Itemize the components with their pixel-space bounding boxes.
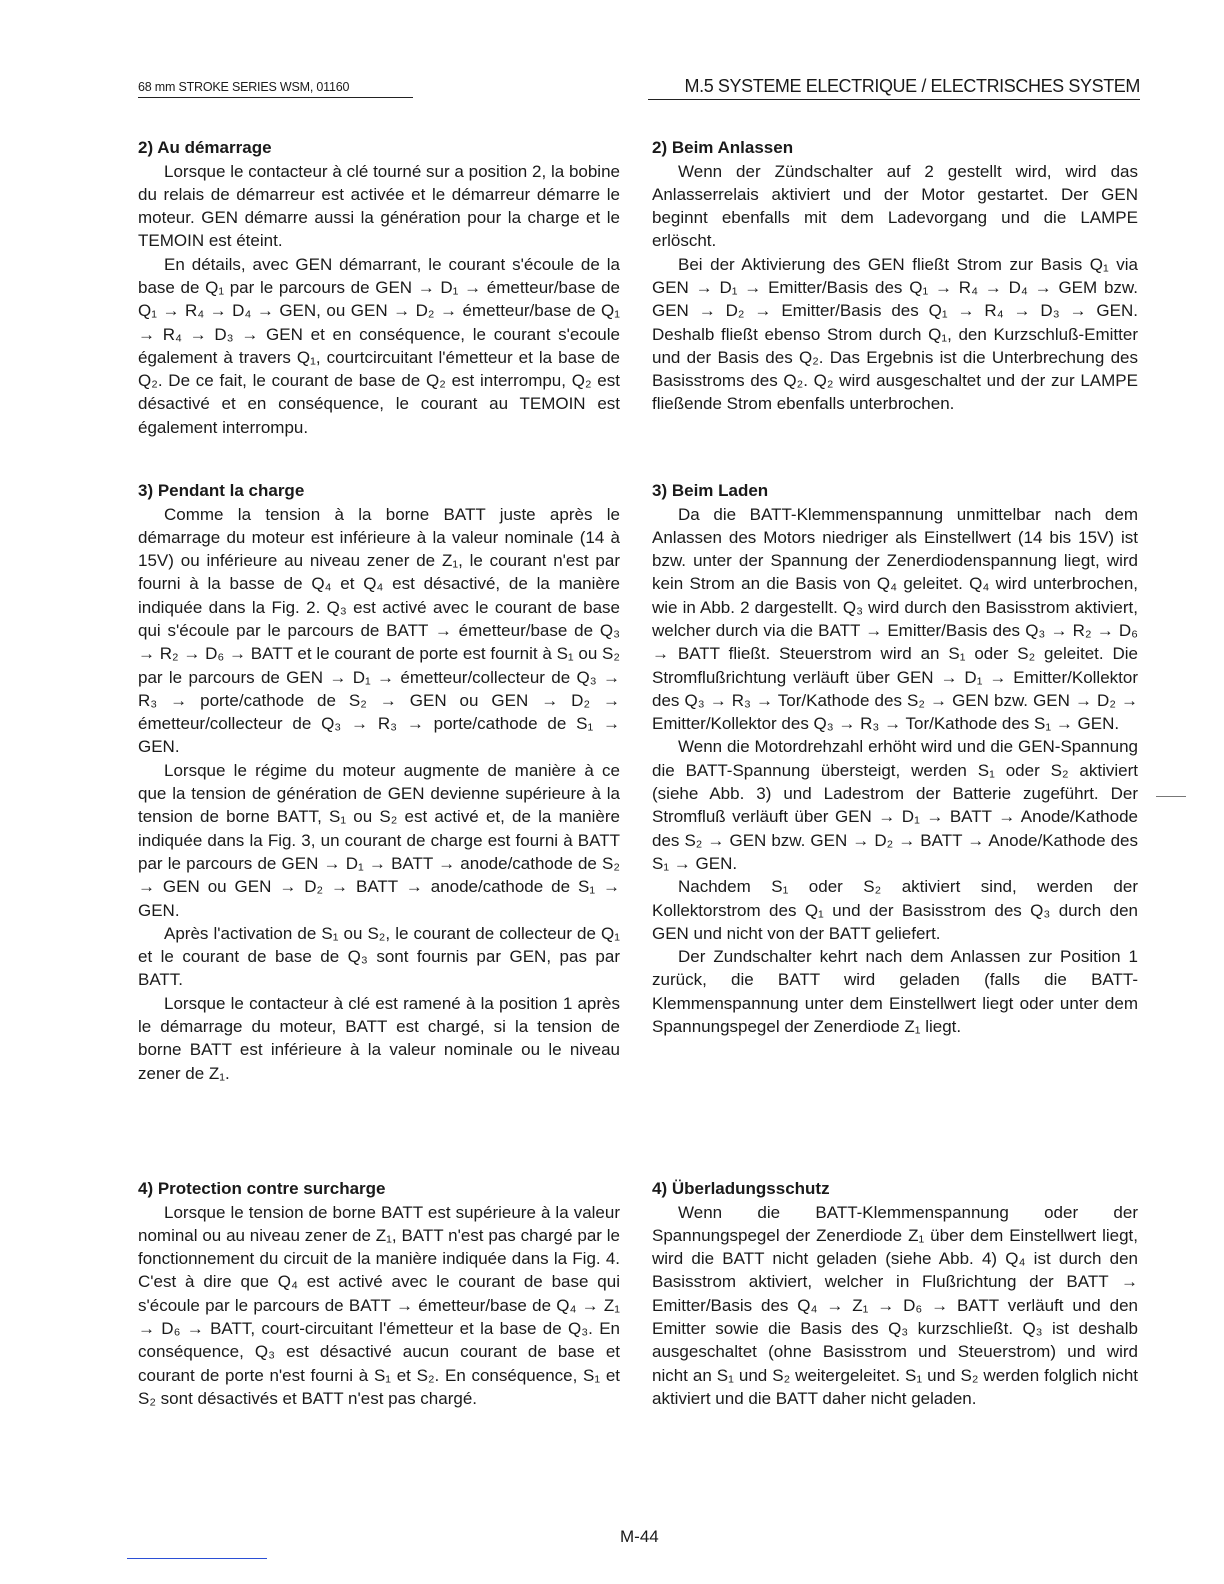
de-section-overcharge — [652, 1177, 1138, 1410]
de-section-heading: 4) Überladungsschutz — [652, 1179, 830, 1198]
margin-mark — [1156, 796, 1186, 797]
de-paragraph: Wenn die Motordrehzahl erhöht wird und die GEN-Spannung die BATT-Spannung übersteigt, werden S₁ oder S₂ aktiviert (siehe Abb. 3) und Ladestrom der Batterie zugeführt. Der Stromfluß verläuft über GEN → D₁ → BATT → Anode/Kathode des S₂ → GEN bzw. GEN → D₂ → BATT → Anode/Kathode des S₁ → GEN. — [652, 737, 1138, 873]
header-section-title: M.5 SYSTEME ELECTRIQUE / ELECTRISCHES SYSTEM — [648, 76, 1140, 100]
fr-section-starting — [138, 136, 620, 439]
de-paragraph: Der Zundschalter kehrt nach dem Anlassen zur Position 1 zurück, die BATT wird geladen (falls die BATT-Klemmenspannung unter dem Einstellwert liegt oder unter dem Spannungspegel der Zenerdiode Z₁ liegt. — [652, 947, 1138, 1037]
de-paragraph: Wenn der Zündschalter auf 2 gestellt wird, wird das Anlasserrelais aktiviert und der Motor gestartet. Der GEN beginnt ebenfalls mit dem Ladevorgang und die LAMPE erlöscht. — [652, 161, 1138, 251]
fr-section-heading: 2) Au démarrage — [138, 138, 272, 157]
footer-link-underline — [127, 1558, 267, 1559]
de-section-heading: 2) Beim Anlassen — [652, 138, 794, 157]
fr-paragraph: Comme la tension à la borne BATT juste après le démarrage du moteur est inférieure à la valeur nominale (14 à 15V) ou inférieure au niveau zener de Z₁, le courant n'est par fourni à la basse de Q₄ et Q₄ est désactivé, de la manière indiquée dans la Fig. 2. Q₃ est activé avec le courant de base qui s'écoule par le parcours de BATT → émetteur/base de Q₃ → R₂ → D₆ → BATT et le courant de porte est fournit à S₁ ou S₂ par le parcours de GEN → D₁ → émetteur/collecteur de Q₃ → R₃ → porte/cathode de S₂ → GEN ou GEN → D₂ → émetteur/collecteur de Q₃ → R₃ → porte/cathode de S₁ → GEN. — [138, 504, 620, 757]
fr-paragraph: Lorsque le tension de borne BATT est supérieure à la valeur nominal ou au niveau zener de Z₁, BATT n'est pas chargé par le fonctionnement du circuit de la manière indiquée dans la Fig. 4. C'est à dire que Q₄ est activé avec le courant de base qui s'écoule par le parcours de BATT → émetteur/base de Q₄ → Z₁ → D₆ → BATT, court-circuitant l'émetteur et la base de Q₃. En conséquence, Q₃ est désactivé aucun courant de base et courant de porte n'est fourni à S₁ et S₂. En conséquence, S₁ et S₂ sont désactivés et BATT n'est pas chargé. — [138, 1202, 620, 1408]
de-section-heading: 3) Beim Laden — [652, 481, 769, 500]
fr-paragraph: En détails, avec GEN démarrant, le courant s'écoule de la base de Q₁ par le parcours de GEN → D₁ → émetteur/base de Q₁ → R₄ → D₄ → GEN, ou GEN → D₂ → émetteur/base de Q₁ → R₄ → D₃ → GEN et en conséquence, le courant s'ecoule également à travers Q₁, courtcircuitant l'émetteur et la base de Q₂. De ce fait, le courant de base de Q₂ est interrompu, Q₂ est désactivé et en conséquence, le courant au TEMOIN est également interrompu. — [138, 254, 620, 437]
de-paragraph: Da die BATT-Klemmenspannung unmittelbar nach dem Anlassen des Motors niedriger als Einstellwert (14 bis 15V) ist bzw. unter der Spannung der Zenerdiodenspannung liegt, wird kein Strom an die Basis von Q₄ geleitet. Q₄ wird unterbrochen, wie in Abb. 2 dargestellt. Q₃ wird durch den Basisstrom aktiviert, welcher durch via die BATT → Emitter/Basis des Q₃ → R₂ → D₆ → BATT fließt. Steuerstrom wird an S₁ oder S₂ geleitet. Die Stromflußrichtung verläuft über GEN → D₁ → Emitter/Kollektor des Q₃ → R₃ → Tor/Kathode des S₂ → GEN bzw. GEN → D₂ → Emitter/Kollektor des Q₃ → R₃ → Tor/Kathode des S₁ → GEN. — [652, 504, 1138, 734]
header-series-label: 68 mm STROKE SERIES WSM, 01160 — [138, 80, 413, 98]
fr-paragraph: Lorsque le régime du moteur augmente de manière à ce que la tension de génération de GEN devienne supérieure à la tension de borne BATT, S₁ ou S₂ est activé et, de la manière indiquée dans la Fig. 3, un courant de charge est fourni à BATT par le parcours de GEN → D₁ → BATT → anode/cathode de S₂ → GEN ou GEN → D₂ → BATT → anode/cathode de S₁ → GEN. — [138, 760, 620, 920]
fr-section-overcharge — [138, 1177, 620, 1410]
fr-paragraph: Après l'activation de S₁ ou S₂, le courant de collecteur de Q₁ et le courant de base de Q₃ sont fournis par GEN, pas par BATT. — [138, 923, 620, 990]
fr-paragraph: Lorsque le contacteur à clé est ramené à la position 1 après le démarrage du moteur, BATT est chargé, si la tension de borne BATT est inférieure à la valeur nominale ou le niveau zener de Z₁. — [138, 993, 620, 1083]
fr-paragraph: Lorsque le contacteur à clé tourné sur a position 2, la bobine du relais de démarreur est activée et le démarreur démarre le moteur. GEN démarre aussi la génération pour la charge et le TEMOIN est éteint. — [138, 161, 620, 251]
de-paragraph: Wenn die BATT-Klemmenspannung oder der Spannungspegel der Zenerdiode Z₁ über dem Einstellwert liegt, wird die BATT nicht geladen (siehe Abb. 4) Q₄ ist durch den Basisstrom aktiviert, welcher in Flußrichtung der BATT → Emitter/Basis des Q₄ → Z₁ → D₆ → BATT verläuft und den Emitter sowie die Basis des Q₃ kurzschließt. Q₃ ist deshalb ausgeschaltet (ohne Basisstrom und Steuerstrom) und wird nicht an S₁ und S₂ weitergeleitet. S₁ und S₂ werden folglich nicht aktiviert und die BATT daher nicht geladen. — [652, 1202, 1138, 1408]
fr-section-charging — [138, 479, 620, 1085]
de-section-starting — [652, 136, 1138, 416]
fr-section-heading: 3) Pendant la charge — [138, 481, 305, 500]
fr-section-heading: 4) Protection contre surcharge — [138, 1179, 386, 1198]
de-paragraph: Bei der Aktivierung des GEN fließt Strom zur Basis Q₁ via GEN → D₁ → Emitter/Basis des Q₁ → R₄ → D₄ → GEM bzw. GEN → D₂ → Emitter/Basis des Q₁ → R₄ → D₃ → GEN. Deshalb fließt ebenso Strom durch Q₁, den Kurzschluß-Emitter und der Basis des Q₂. Das Ergebnis ist die Unterbrechung des Basisstroms des Q₂. Q₂ wird ausgeschaltet und der zur LAMPE fließende Strom ebenfalls unterbrochen. — [652, 254, 1138, 414]
page-number: M-44 — [620, 1527, 659, 1546]
de-section-charging — [652, 479, 1138, 1038]
de-paragraph: Nachdem S₁ oder S₂ aktiviert sind, werden der Kollektorstrom des Q₁ und der Basisstrom des Q₃ durch den GEN und nicht von der BATT geliefert. — [652, 877, 1138, 943]
